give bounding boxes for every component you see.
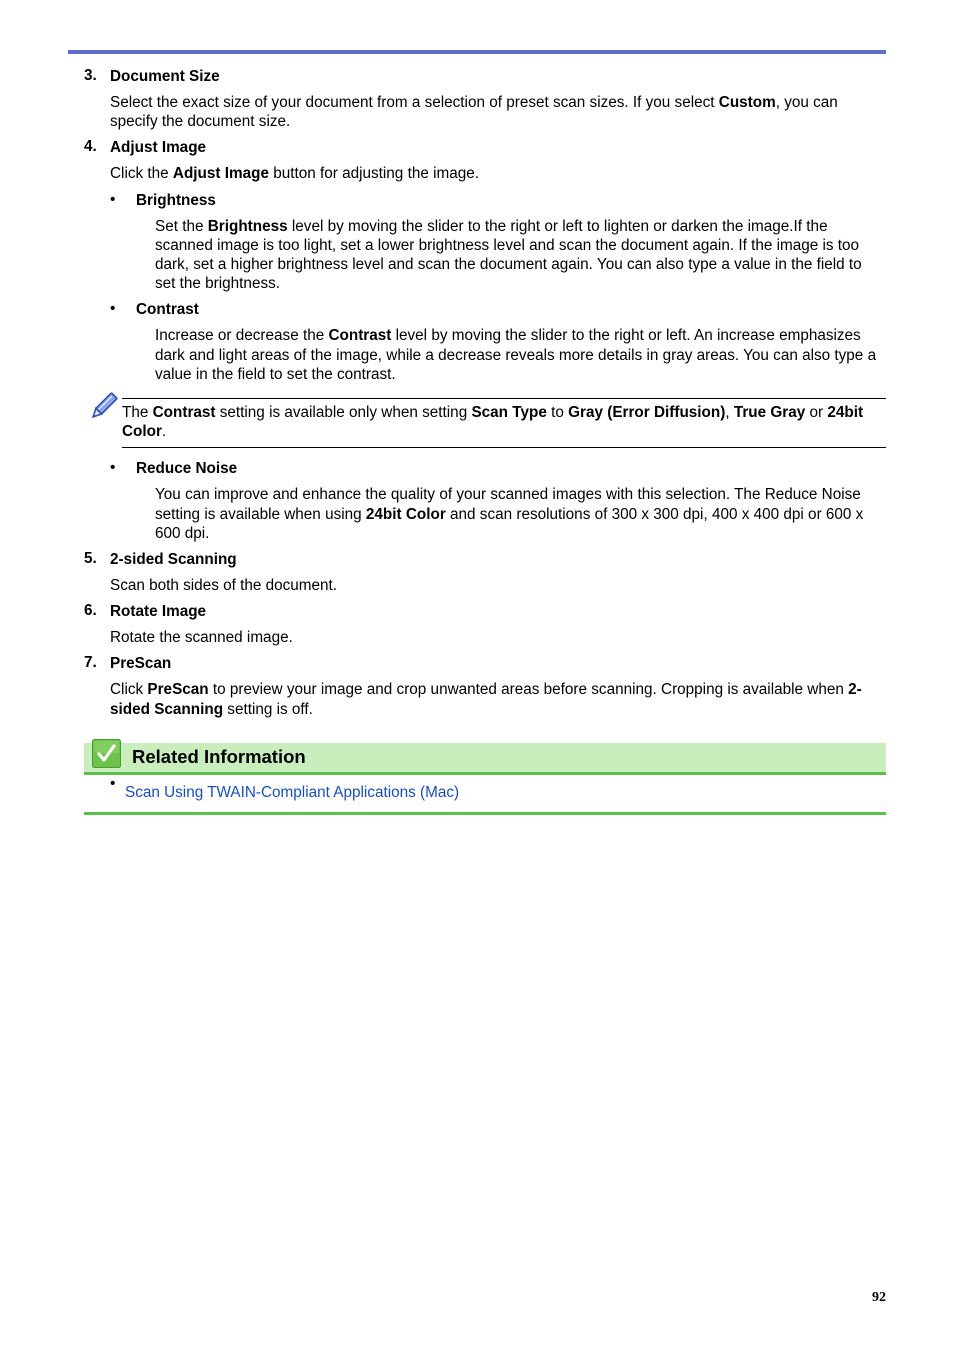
bold-term: Contrast (328, 327, 392, 345)
related-header (84, 743, 886, 775)
related-link-twain-mac[interactable]: Scan Using TWAIN-Compliant Applications (Mac) (125, 783, 460, 801)
bold-term: PreScan (147, 681, 209, 699)
list-item-rotate-image (84, 602, 886, 647)
item-title: Document Size (110, 68, 220, 85)
item-body: Scan both sides of the document. (110, 577, 338, 595)
sub-item-body: Increase or decrease the Contrast level by moving the slider to the right or left. An increase emphasizes dark and light areas of the image, while a decrease reveals more details in gray areas. You can also type a value in the field to set the contrast. (155, 327, 877, 383)
note-box (84, 398, 886, 448)
item-number: 6. (84, 602, 97, 620)
related-title: Related Information (132, 745, 306, 767)
pencil-icon (86, 390, 120, 424)
related-information (84, 743, 886, 815)
list-item-prescan (84, 654, 886, 718)
item-number: 7. (84, 654, 97, 672)
item-number: 4. (84, 138, 97, 156)
item-body: Select the exact size of your document from a selection of preset scan sizes. If you select Custom, you can specify the document size. (110, 94, 838, 131)
item-body: Rotate the scanned image. (110, 629, 293, 647)
item-title: Adjust Image (110, 139, 207, 157)
note-text: The Contrast setting is available only when setting Scan Type to Gray (Error Diffusion), True Gray or 24bit Color. (122, 404, 864, 441)
bold-term: True Gray (733, 404, 806, 422)
related-list (84, 775, 886, 815)
bold-term: 2-sided Scanning (110, 681, 862, 718)
item-number: 5. (84, 550, 97, 568)
bold-term: 24bit Color (365, 505, 446, 523)
bold-term: Gray (Error Diffusion) (568, 404, 726, 422)
list-item-document-size (84, 67, 886, 131)
bullet: • (110, 774, 116, 792)
item-number: 3. (84, 67, 97, 84)
list-item-2-sided-scanning (84, 550, 886, 595)
sub-item-title: Brightness (136, 191, 216, 209)
bullet: • (110, 300, 116, 318)
list-item-adjust-image (84, 138, 886, 384)
sub-item-title: Reduce Noise (136, 460, 238, 478)
bullet: • (110, 190, 116, 208)
bold-term: Contrast (152, 404, 216, 422)
sub-item-title: Contrast (136, 301, 199, 319)
item-title: 2-sided Scanning (110, 551, 237, 569)
top-rule (68, 50, 886, 54)
bold-term: 24bit Color (122, 404, 864, 441)
sub-item-brightness (110, 191, 886, 294)
page-content (84, 65, 886, 815)
sub-item-reduce-noise (110, 459, 886, 543)
bold-term: Adjust Image (172, 165, 269, 183)
sub-item-body: Set the Brightness level by moving the slider to the right or left to lighten or darken the image.If the scanned image is too light, set a lower brightness level and scan the document again. If the image is too dark, set a higher brightness level and scan the document again. You can also type a value in the field to set the brightness. (155, 217, 862, 293)
sub-item-contrast (110, 300, 886, 384)
bullet: • (110, 459, 116, 477)
checkmark-icon (92, 739, 121, 768)
list-item-adjust-image-cont (84, 459, 886, 543)
bold-term: Custom (718, 94, 776, 111)
bold-term: Scan Type (471, 404, 547, 422)
item-body: Click the Adjust Image button for adjusting the image. (110, 165, 479, 183)
item-body: Click PreScan to preview your image and crop unwanted areas before scanning. Cropping is available when 2-sided Scanning setting is off. (110, 681, 862, 718)
bold-term: Brightness (207, 217, 288, 235)
item-title: PreScan (110, 655, 172, 673)
item-title: Rotate Image (110, 603, 207, 621)
sub-item-body: You can improve and enhance the quality of your scanned images with this selection. The Reduce Noise setting is available when using 24bit Color and scan resolutions of 300 x 300 dpi, 400 x 400 dpi or 600 x 600 dpi. (155, 486, 864, 542)
page-number: 92 (872, 1290, 886, 1305)
